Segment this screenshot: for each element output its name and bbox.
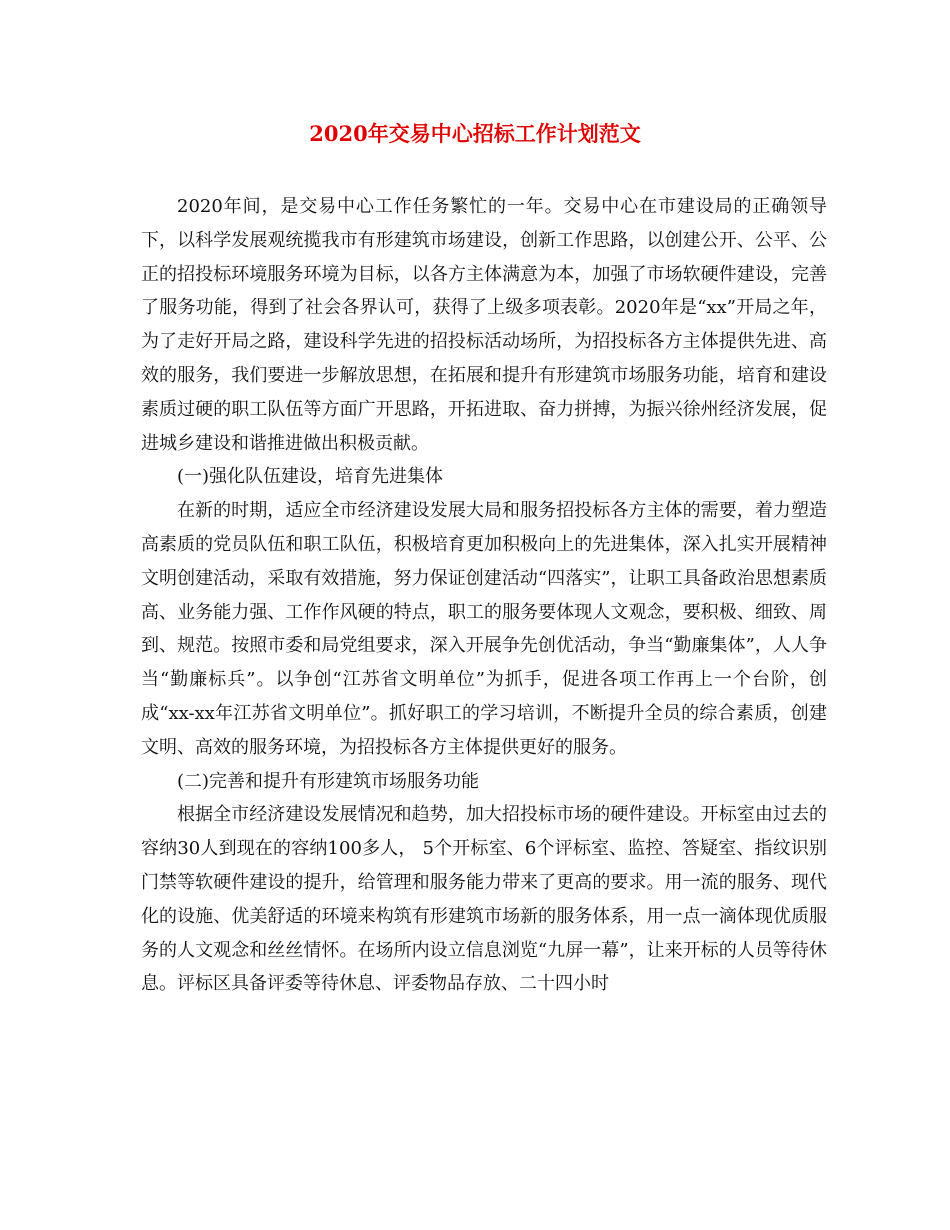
section-heading-1: (一)强化队伍建设，培育先进集体 bbox=[177, 466, 444, 488]
paragraph-intro: 2020年间，是交易中心工作任务繁忙的一年。交易中心在市建设局的正确领导下，以科学发展观统揽我市有形建筑市场建设，创新工作思路，以创建公开、公平、公正的招投标环境服务环境为目标，以各方主体满意为本，加强了市场软硬件建设，完善了服务功能，得到了社会各界认可，获得了上级多项表彰。2020年是“xx”开局之年，为了走好开局之路，建设科学先进的招投标活动场所，为招投标各方主体提供先进、高效的服务，我们要进一步解放思想，在拓展和提升有形建筑市场服务功能，培育和建设素质过硬的职工队伍等方面广开思路，开拓进取、奋力拼搏，为振兴徐州经济发展，促进城乡建设和谐推进做出积极贡献。 bbox=[141, 196, 827, 454]
document-title: 2020年交易中心招标工作计划范文 bbox=[309, 121, 641, 146]
paragraph-section-2: 根据全市经济建设发展情况和趋势，加大招投标市场的硬件建设。开标室由过去的容纳30人到现在的容纳100多人， 5个开标室、6个评标室、监控、答疑室、指纹识别门禁等软硬件建设的提升，给管理和服务能力带来了更高的要求。用一流的服务、现代化的设施、优美舒适的环境来构筑有形建筑市场新的服务体系，用一点一滴体现优质服务的人文观念和丝丝情怀。在场所内设立信息浏览“九屏一幕”，让来开标的人员等待休息。评标区具备评委等待休息、评委物品存放、二十四小时 bbox=[141, 804, 827, 995]
document-body bbox=[141, 190, 827, 1001]
paragraph-section-1: 在新的时期，适应全市经济建设发展大局和服务招投标各方主体的需要，着力塑造高素质的党员队伍和职工队伍，积极培育更加积极向上的先进集体，深入扎实开展精神文明创建活动，采取有效措施，努力保证创建活动“四落实”，让职工具备政治思想素质高、业务能力强、工作作风硬的特点，职工的服务要体现人文观念，要积极、细致、周到、规范。按照市委和局党组要求，深入开展争先创优活动，争当“勤廉集体”，人人争当“勤廉标兵”。以争创“江苏省文明单位”为抓手，促进各项工作再上一个台阶，创成“xx-xx年江苏省文明单位”。抓好职工的学习培训，不断提升全员的综合素质，创建文明、高效的服务环境，为招投标各方主体提供更好的服务。 bbox=[141, 500, 827, 758]
section-heading-2: (二)完善和提升有形建筑市场服务功能 bbox=[177, 770, 480, 792]
